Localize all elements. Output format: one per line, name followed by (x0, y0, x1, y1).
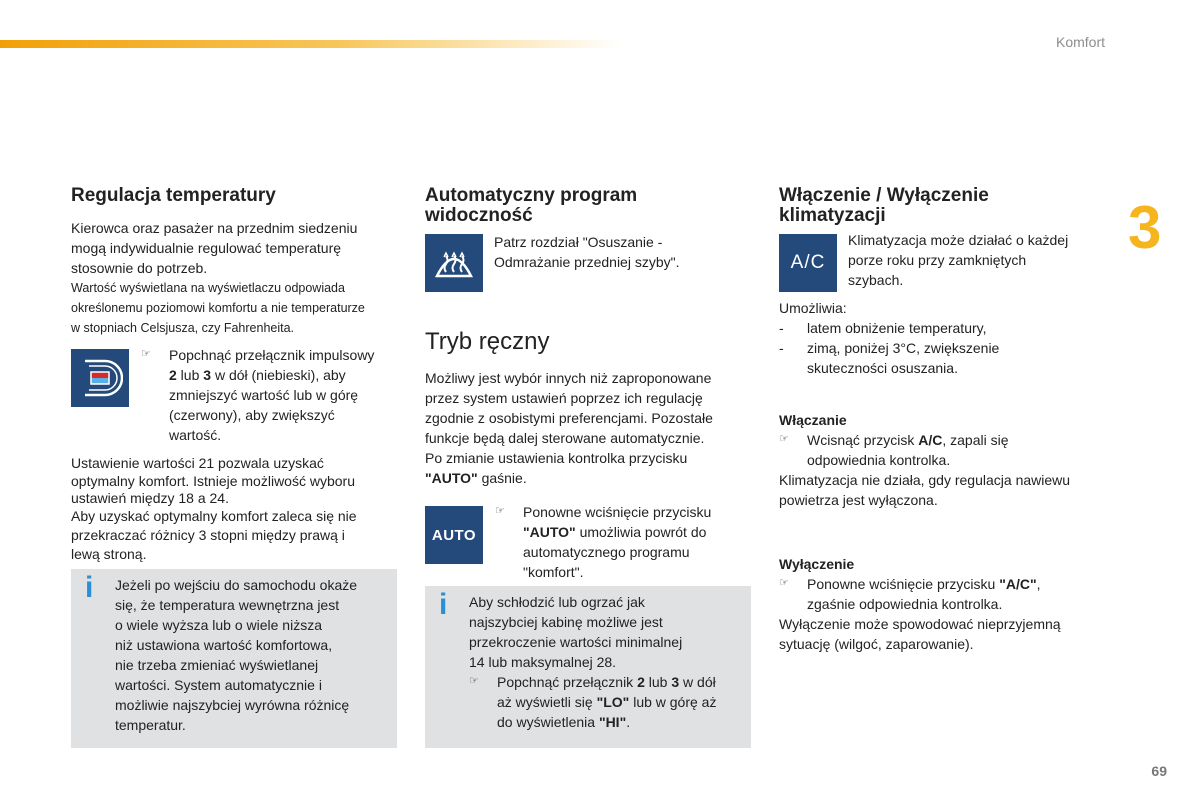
off-title: Wyłączenie (779, 556, 855, 572)
text-line: Wcisnąć przycisk A/C, zapali się (807, 432, 1009, 448)
text-line: (czerwony), aby zwiększyć (169, 407, 335, 423)
text-line: przez system ustawień poprzez ich regulację (425, 390, 703, 406)
enables-label: Umożliwia: (779, 300, 847, 316)
text-line: zgodnie z osobistymi preferencjami. Pozostałe (425, 410, 713, 426)
text-fragment: umożliwia powrót do (575, 524, 707, 540)
text-line: najszybciej kabinę możliwe jest (469, 614, 663, 630)
info-icon: i (439, 588, 448, 621)
text-line: wartości. System automatycznie i (115, 677, 322, 693)
text-line: o wiele wyższa lub o wiele niższa (115, 617, 322, 633)
text-line: wartość. (169, 427, 222, 443)
text-line: temperatur. (115, 717, 186, 733)
body-text (71, 453, 401, 564)
manual-mode-title: Tryb ręczny (425, 328, 550, 355)
section-title (425, 186, 637, 226)
info-bullet (469, 672, 749, 732)
text-line: mogą indywidualnie regulować temperaturę (71, 240, 342, 256)
text-line: określonemu poziomowi komfortu a nie temperaturze (71, 301, 365, 315)
text-line: Aby schłodzić lub ogrzać jak (469, 594, 645, 610)
text-line: automatycznego programu (523, 544, 690, 560)
title-line: Automatyczny program (425, 185, 638, 206)
text-line: niż ustawiona wartość komfortowa, (115, 637, 333, 653)
text-line: możliwie najszybciej wyrówna różnicę (115, 697, 350, 713)
text-line: 14 lub maksymalnej 28. (469, 654, 617, 670)
text-line: "komfort". (523, 564, 584, 580)
list-item-continuation: skuteczności osuszania. (807, 360, 958, 376)
text-line: funkcje będą dalej sterowane automatycznie. (425, 430, 705, 446)
bullet-auto (495, 502, 755, 582)
text-line: powietrza jest wyłączona. (779, 492, 938, 508)
text-fragment: gaśnie. (477, 470, 527, 486)
title-line: Włączenie / Wyłączenie (779, 185, 989, 206)
manual-mode-text (425, 368, 755, 488)
auto-label-inline: "AUTO" (523, 524, 576, 540)
pointer-icon: ☞ (779, 433, 789, 445)
text-line: Ustawienie wartości 21 pozwala uzyskać (71, 455, 324, 471)
windshield-defrost-icon (425, 234, 483, 292)
text-line: stosownie do potrzeb. (71, 260, 208, 276)
pointer-icon: ☞ (141, 348, 151, 360)
text-line: Po zmianie ustawienia kontrolka przycisku (425, 450, 688, 466)
ac-button-icon: A/C (779, 234, 837, 292)
temperature-switch-icon (71, 349, 129, 407)
on-note (779, 470, 1119, 510)
list-item: - latem obniżenie temperatury, (779, 320, 987, 336)
text-line: odpowiednia kontrolka. (807, 452, 951, 468)
text-line: porze roku przy zamkniętych (848, 252, 1027, 268)
text-line: przekraczać różnicy 3 stopni między prawą i (71, 527, 345, 543)
text-line: Klimatyzacja nie działa, gdy regulacja nawiewu (779, 472, 1071, 488)
bullet-ac-off (779, 574, 1109, 614)
text-line: do wyświetlenia "HI". (497, 714, 631, 730)
pointer-icon: ☞ (469, 675, 479, 687)
defrost-reference (494, 232, 754, 272)
text-line: Popchnąć przełącznik 2 lub 3 w dół (497, 674, 716, 690)
text-line: Kierowca oraz pasażer na przednim siedzeniu (71, 220, 358, 236)
list-item: - zimą, poniżej 3°C, zwiększenie (779, 340, 1000, 356)
text-line: Wyłączenie może spowodować nieprzyjemną (779, 616, 1061, 632)
info-box (425, 586, 751, 748)
text-line: Wartość wyświetlana na wyświetlaczu odpowiada (71, 281, 345, 295)
text-line: przekroczenie wartości minimalnej (469, 634, 683, 650)
auto-label-inline: "AUTO" (425, 470, 478, 486)
bullet-ac-on (779, 430, 1109, 470)
title-line: klimatyzacji (779, 205, 886, 226)
on-title: Włączanie (779, 412, 847, 428)
section-label: Komfort (1055, 34, 1105, 50)
text-line: zgaśnie odpowiednia kontrolka. (807, 596, 1003, 612)
text-line: sytuację (wilgoć, zaparowanie). (779, 636, 974, 652)
chapter-number: 3 (1128, 194, 1162, 261)
text-line: Odmrażanie przedniej szyby". (494, 254, 680, 270)
section-title: Regulacja temperatury (71, 185, 276, 206)
auto-button-icon: AUTO (425, 506, 483, 564)
off-note (779, 614, 1119, 654)
text-line (425, 468, 755, 488)
text-line: Ponowne wciśnięcie przycisku (523, 504, 712, 520)
text-line: Patrz rozdział "Osuszanie - (494, 234, 663, 250)
text-line: Ponowne wciśnięcie przycisku "A/C", (807, 576, 1041, 592)
text-line: ustawień między 18 a 24. (71, 490, 229, 506)
pointer-icon: ☞ (779, 577, 789, 589)
text-line (523, 522, 711, 542)
text-line: się, że temperatura wewnętrzna jest (115, 597, 340, 613)
text-line: 2 lub 3 w dół (niebieski), aby (169, 367, 346, 383)
text-line: Możliwy jest wybór innych niż zaproponowane (425, 370, 712, 386)
enables-list (779, 318, 1109, 378)
text-line: Popchnąć przełącznik impulsowy (169, 347, 375, 363)
page-number: 69 (1151, 763, 1167, 779)
text-line: Aby uzyskać optymalny komfort zaleca się nie (71, 508, 357, 524)
intro-text (71, 218, 401, 338)
text-line: lewą stroną. (71, 546, 147, 562)
title-line: widoczność (425, 205, 533, 226)
text-line: Jeżeli po wejściu do samochodu okaże (115, 577, 358, 593)
info-box (71, 569, 397, 748)
info-icon: i (85, 571, 94, 604)
bullet-temperature-switch (141, 345, 401, 445)
text-line: szybach. (848, 272, 904, 288)
text-line: Klimatyzacja może działać o każdej (848, 232, 1069, 248)
text-line: zmniejszyć wartość lub w górę (169, 387, 359, 403)
section-title (779, 186, 989, 226)
text-line: optymalny komfort. Istnieje możliwość wyboru (71, 473, 355, 489)
pointer-icon: ☞ (495, 505, 505, 517)
ac-description (848, 230, 1118, 290)
header-accent-bar (0, 40, 620, 48)
text-line: w stopniach Celsjusza, czy Fahrenheita. (71, 321, 295, 335)
text-line: nie trzeba zmieniać wyświetlanej (115, 657, 319, 673)
text-line: aż wyświetli się "LO" lub w górę aż (497, 694, 717, 710)
